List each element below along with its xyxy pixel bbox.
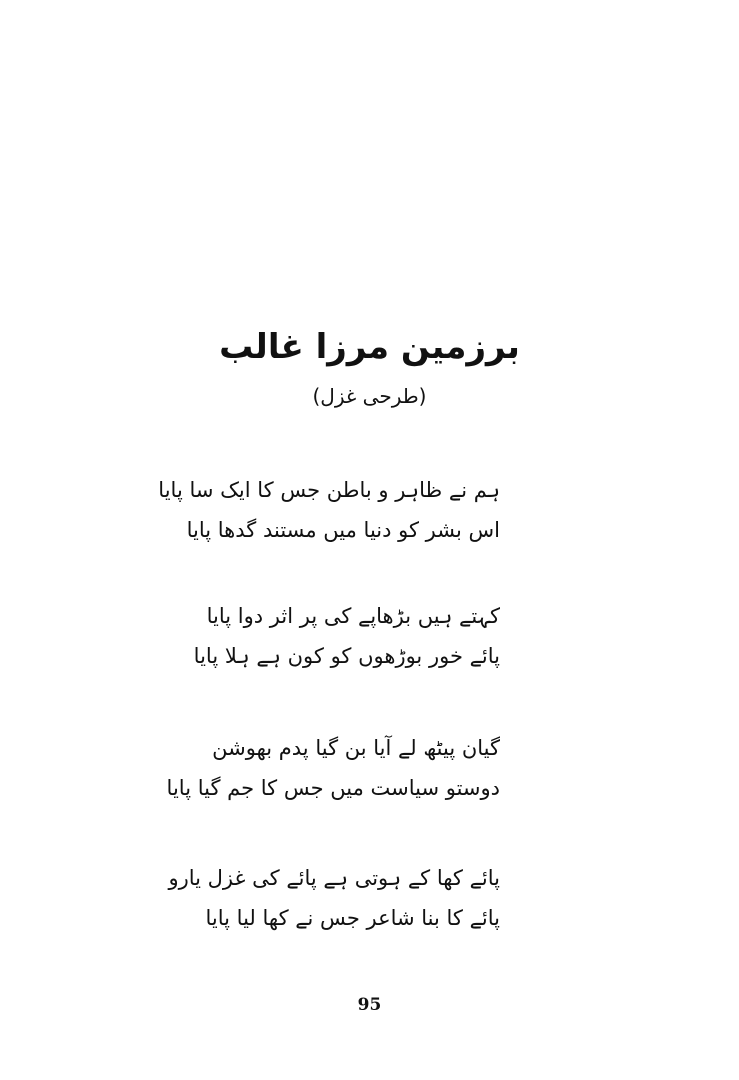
- verse-line: پائے خور بوڑھوں کو کون ہے ہلا پایا: [193, 644, 500, 668]
- verse-line: دوستو سیاست میں جس کا جم گیا پایا: [166, 776, 500, 800]
- verse-line: اس بشر کو دنیا میں مستند گدھا پایا: [186, 518, 500, 542]
- poem-title: برزمین مرزا غالب: [219, 327, 520, 367]
- verse-line: پائے کا بنا شاعر جس نے کھا لیا پایا: [205, 906, 500, 930]
- stanza-3: [150, 728, 500, 808]
- stanza-4: [150, 858, 500, 938]
- verse-line: ہم نے ظاہر و باطن جس کا ایک سا پایا: [158, 478, 500, 502]
- verse-line: گیان پیٹھ لے آیا بن گیا پدم بھوشن: [212, 736, 500, 760]
- stanza-1: [150, 470, 500, 550]
- stanza-2: [150, 596, 500, 676]
- verse-line: کہتے ہیں بڑھاپے کی پر اثر دوا پایا: [206, 604, 500, 628]
- verse-line: پائے کھا کے ہوتی ہے پائے کی غزل یارو: [168, 866, 500, 890]
- page-number: 95: [357, 995, 382, 1015]
- poem-subtitle: (طرحی غزل): [312, 384, 427, 408]
